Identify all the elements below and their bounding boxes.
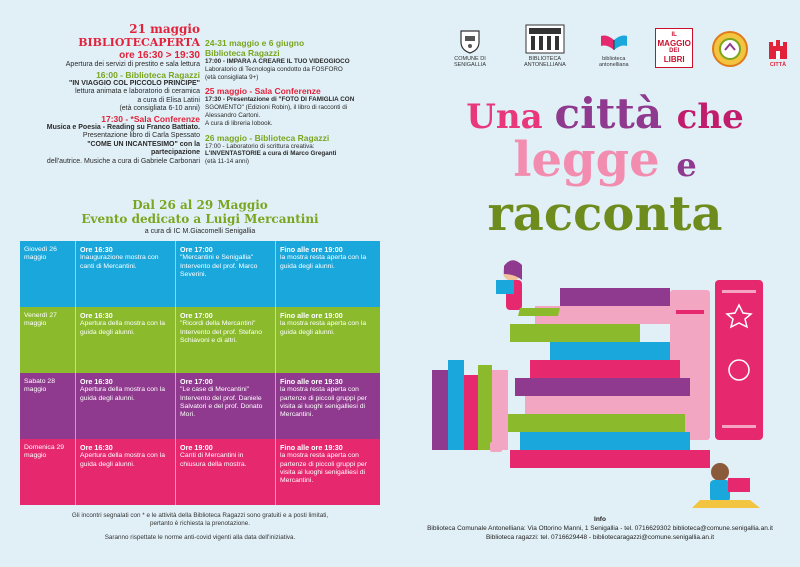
place-heading: BIBLIOTECAPERTA xyxy=(78,36,200,49)
day-label: Giovedì 26 maggio xyxy=(24,246,57,262)
books-reading-illustration xyxy=(430,250,790,510)
event-heading: 16:00 - Biblioteca Ragazzi xyxy=(96,69,200,80)
cell-text: la mostra resta aperta con partenze di piccoli gruppi per visita ai luoghi senigalliesi di Mercantini. xyxy=(280,452,367,485)
title-line-1 xyxy=(440,89,770,138)
event-line: SGOMENTO" (Edizioni Robin), il libro di racconti di xyxy=(205,104,348,112)
day-cell xyxy=(20,439,76,505)
time-label: Fino alle ore 19:00 xyxy=(280,311,343,320)
schedule-cell xyxy=(76,439,176,505)
day-cell xyxy=(20,307,76,373)
title-word: città xyxy=(554,89,677,138)
table-row xyxy=(20,439,380,505)
event-line: L'INVENTASTORIE a cura di Marco Greganti xyxy=(205,150,337,158)
book-icon xyxy=(530,360,680,378)
schedule-cell xyxy=(276,373,380,439)
footnote xyxy=(20,512,380,542)
event-title: Evento dedicato a Luigi Mercantini xyxy=(81,212,319,226)
book-icon xyxy=(448,360,464,450)
title-line-3 xyxy=(440,186,770,242)
program-block-other-dates xyxy=(205,38,395,166)
footnote-line: Saranno rispettate le norme anti-covid vigenti alla data dell'iniziativa. xyxy=(104,534,296,541)
right-panel xyxy=(400,0,800,567)
event-line: Musica e Poesia - Reading su Franco Battiato. xyxy=(46,123,200,131)
logo-label: biblioteca antonelliana xyxy=(598,56,629,68)
time-label: Fino alle ore 19:30 xyxy=(280,443,343,452)
logo-text: DEI xyxy=(669,48,680,54)
event-heading: 17:30 - *Sala Conferenze xyxy=(101,113,200,124)
cell-text: Apertura della mostra con la guida degli alunni. xyxy=(80,386,166,402)
schedule-cell xyxy=(176,439,276,505)
event-line: 17:00 - IMPARA A CREARE IL TUO VIDEOGIOCO xyxy=(205,58,350,65)
seal-icon xyxy=(711,30,749,68)
citta-logo xyxy=(766,38,790,68)
event-line: lettura animata e laboratorio di ceramica xyxy=(75,88,200,95)
table-row xyxy=(20,307,380,373)
title-word: racconta xyxy=(487,186,723,242)
book-icon xyxy=(432,370,448,450)
schedule-cell xyxy=(176,307,276,373)
info-footer xyxy=(400,515,800,542)
day-cell xyxy=(20,241,76,307)
event-heading: 25 maggio - Sala Conferenze xyxy=(205,86,321,97)
logo-text: IL xyxy=(671,32,677,38)
time-label: Ore 16:30 xyxy=(80,443,113,452)
schedule-cell xyxy=(276,439,380,505)
event-line: (età consigliata 6-10 anni) xyxy=(119,105,200,112)
title-word: che xyxy=(676,97,744,137)
schedule-cell xyxy=(176,373,276,439)
footnote-line: Gli incontri segnalati con * e le attività della Biblioteca Ragazzi sono gratuiti e a posti limitati, xyxy=(71,512,329,519)
time-label: Ore 16:30 xyxy=(80,377,113,386)
book-icon xyxy=(492,370,508,450)
library-building-icon xyxy=(525,24,565,54)
book-icon xyxy=(560,288,670,306)
cell-text: la mostra resta aperta con partenze di piccoli gruppi per visita ai luoghi senigalliesi di Mercantini. xyxy=(280,386,367,419)
time-label: Ore 17:00 xyxy=(180,377,213,386)
table-row xyxy=(20,373,380,439)
event-line: "COME UN INCANTESIMO" con la partecipazione xyxy=(87,140,200,156)
coat-of-arms-icon xyxy=(459,28,481,54)
cell-text: Inaugurazione mostra con canti di Mercantini. xyxy=(80,254,159,270)
cell-text: la mostra resta aperta con la guida degli alunni. xyxy=(280,320,367,336)
book-icon xyxy=(520,432,690,450)
event-dates: Dal 26 al 29 Maggio xyxy=(132,198,268,212)
hours: ore 16:30 > 19:30 xyxy=(119,50,200,61)
schedule-cell xyxy=(276,307,380,373)
cell-text: la mostra resta aperta con la guida degli alunni. xyxy=(280,254,367,270)
logo-label: CITTÀ xyxy=(769,62,787,68)
maggio-dei-libri-logo xyxy=(655,28,693,68)
date-heading: 21 maggio xyxy=(129,22,200,36)
logo-text: MAGGIO xyxy=(657,39,691,48)
book-icon xyxy=(478,365,492,450)
book-icon xyxy=(464,375,478,450)
logo-label: BIBLIOTECA ANTONELLIANA xyxy=(524,56,566,68)
day-label: Domenica 29 maggio xyxy=(24,444,65,460)
book-icon xyxy=(510,450,710,468)
time-label: Ore 17:00 xyxy=(180,245,213,254)
time-label: Ore 17:00 xyxy=(180,311,213,320)
time-label: Ore 16:30 xyxy=(80,245,113,254)
time-label: Ore 19:00 xyxy=(180,443,213,452)
reader-boy-icon xyxy=(711,463,729,481)
event-heading: 24-31 maggio e 6 giugno xyxy=(205,38,305,48)
info-line: Biblioteca Comunale Antonelliana: Via Ottorino Manni, 1 Senigallia - tel. 0716629302 biblioteca@comune.senigallia.an.it xyxy=(427,525,773,532)
title-line-2 xyxy=(440,132,770,189)
event-heading: 26 maggio - Biblioteca Ragazzi xyxy=(205,132,330,143)
day-cell xyxy=(20,373,76,439)
event-line: a cura di Elisa Latini xyxy=(137,96,200,104)
event-line: dell'autrice. Musiche a cura di Gabriele Carbonari xyxy=(46,157,200,165)
book-icon xyxy=(550,342,670,360)
schedule-cell xyxy=(76,241,176,307)
book-icon xyxy=(515,378,690,396)
event-line: Alessandro Cartoni. xyxy=(205,111,261,119)
book-icon xyxy=(525,396,695,414)
comune-logo xyxy=(440,28,500,68)
schedule-cell xyxy=(76,373,176,439)
info-title: Info xyxy=(594,516,606,523)
schedule-cell xyxy=(76,307,176,373)
title-word: legge xyxy=(513,132,677,188)
event-line: Presentazione libro di Carla Spessato xyxy=(82,132,200,139)
cell-text: "Ricordi della Mercantini" Intervento del prof. Stefano Schiavoni e di altri. xyxy=(180,320,262,344)
day-label: Sabato 28 maggio xyxy=(24,378,55,394)
event-organizer: a cura di IC M.Giacomelli Senigallia xyxy=(144,228,256,235)
biblioteca-logo xyxy=(517,24,572,68)
info-line: Biblioteca ragazzi: tel. 0716629448 - bibliotecaragazzi@comune.senigallia.an.it xyxy=(485,534,715,541)
page-title xyxy=(440,89,770,242)
event-title: "IN VIAGGIO COL PICCOLO PRINCIPE" xyxy=(69,79,200,87)
description: Apertura dei servizi di prestito e sala lettura xyxy=(65,61,200,68)
time-label: Fino alle ore 19:30 xyxy=(280,377,343,386)
cell-text: Apertura della mostra con la guida degli alunni. xyxy=(80,320,166,336)
time-label: Ore 16:30 xyxy=(80,311,113,320)
title-word: Una xyxy=(466,97,555,137)
cell-text: Apertura della mostra con la guida degli alunni. xyxy=(80,452,166,468)
mug-icon xyxy=(490,442,502,452)
cell-text: "Mercantini e Senigallia" Intervento del prof. Marco Severini. xyxy=(180,254,258,278)
logo-strip xyxy=(440,20,790,68)
event-line: 17:00 - Laboratorio di scrittura creativa: xyxy=(205,142,315,150)
title-word: e xyxy=(676,146,697,184)
time-label: Fino alle ore 19:00 xyxy=(280,245,343,254)
schedule-cell xyxy=(276,241,380,307)
day-label: Venerdì 27 maggio xyxy=(24,312,57,328)
book-icon xyxy=(505,414,685,432)
antonelliana-logo xyxy=(590,30,638,68)
table-row xyxy=(20,241,380,307)
cell-text: Canti di Mercantini in chiusura della mostra. xyxy=(180,452,247,468)
event-subheading: Biblioteca Ragazzi xyxy=(205,48,280,58)
maggio-dei-libri-badge xyxy=(655,28,693,68)
footnote-line: pertanto è richiesta la prenotazione. xyxy=(149,520,251,527)
logo-text: LIBRI xyxy=(663,55,685,64)
round-seal-logo xyxy=(711,30,749,68)
logo-label: COMUNE DI SENIGALLIA xyxy=(453,56,487,68)
book-icon xyxy=(510,324,640,342)
event-line: (età consigliata 9+) xyxy=(205,73,259,81)
event-line: Laboratorio di Tecnologia condotto da FOSFORO xyxy=(205,65,343,73)
cell-text: "Le case di Mercantini" Intervento del prof. Daniele Salvatori e del prof. Donato Mori. xyxy=(180,386,263,419)
event-line: 17:30 - Presentazione di "FOTO DI FAMIGLIA CON xyxy=(205,96,355,104)
castle-icon xyxy=(766,38,790,60)
program-block-21-maggio xyxy=(40,22,200,166)
event-line: A cura di libreria Iobook. xyxy=(205,119,273,127)
event-line: (età 11-14 anni) xyxy=(205,158,249,166)
open-book-icon xyxy=(599,30,629,54)
mercantini-event-heading xyxy=(30,198,370,235)
schedule-cell xyxy=(176,241,276,307)
schedule-table xyxy=(20,241,380,505)
